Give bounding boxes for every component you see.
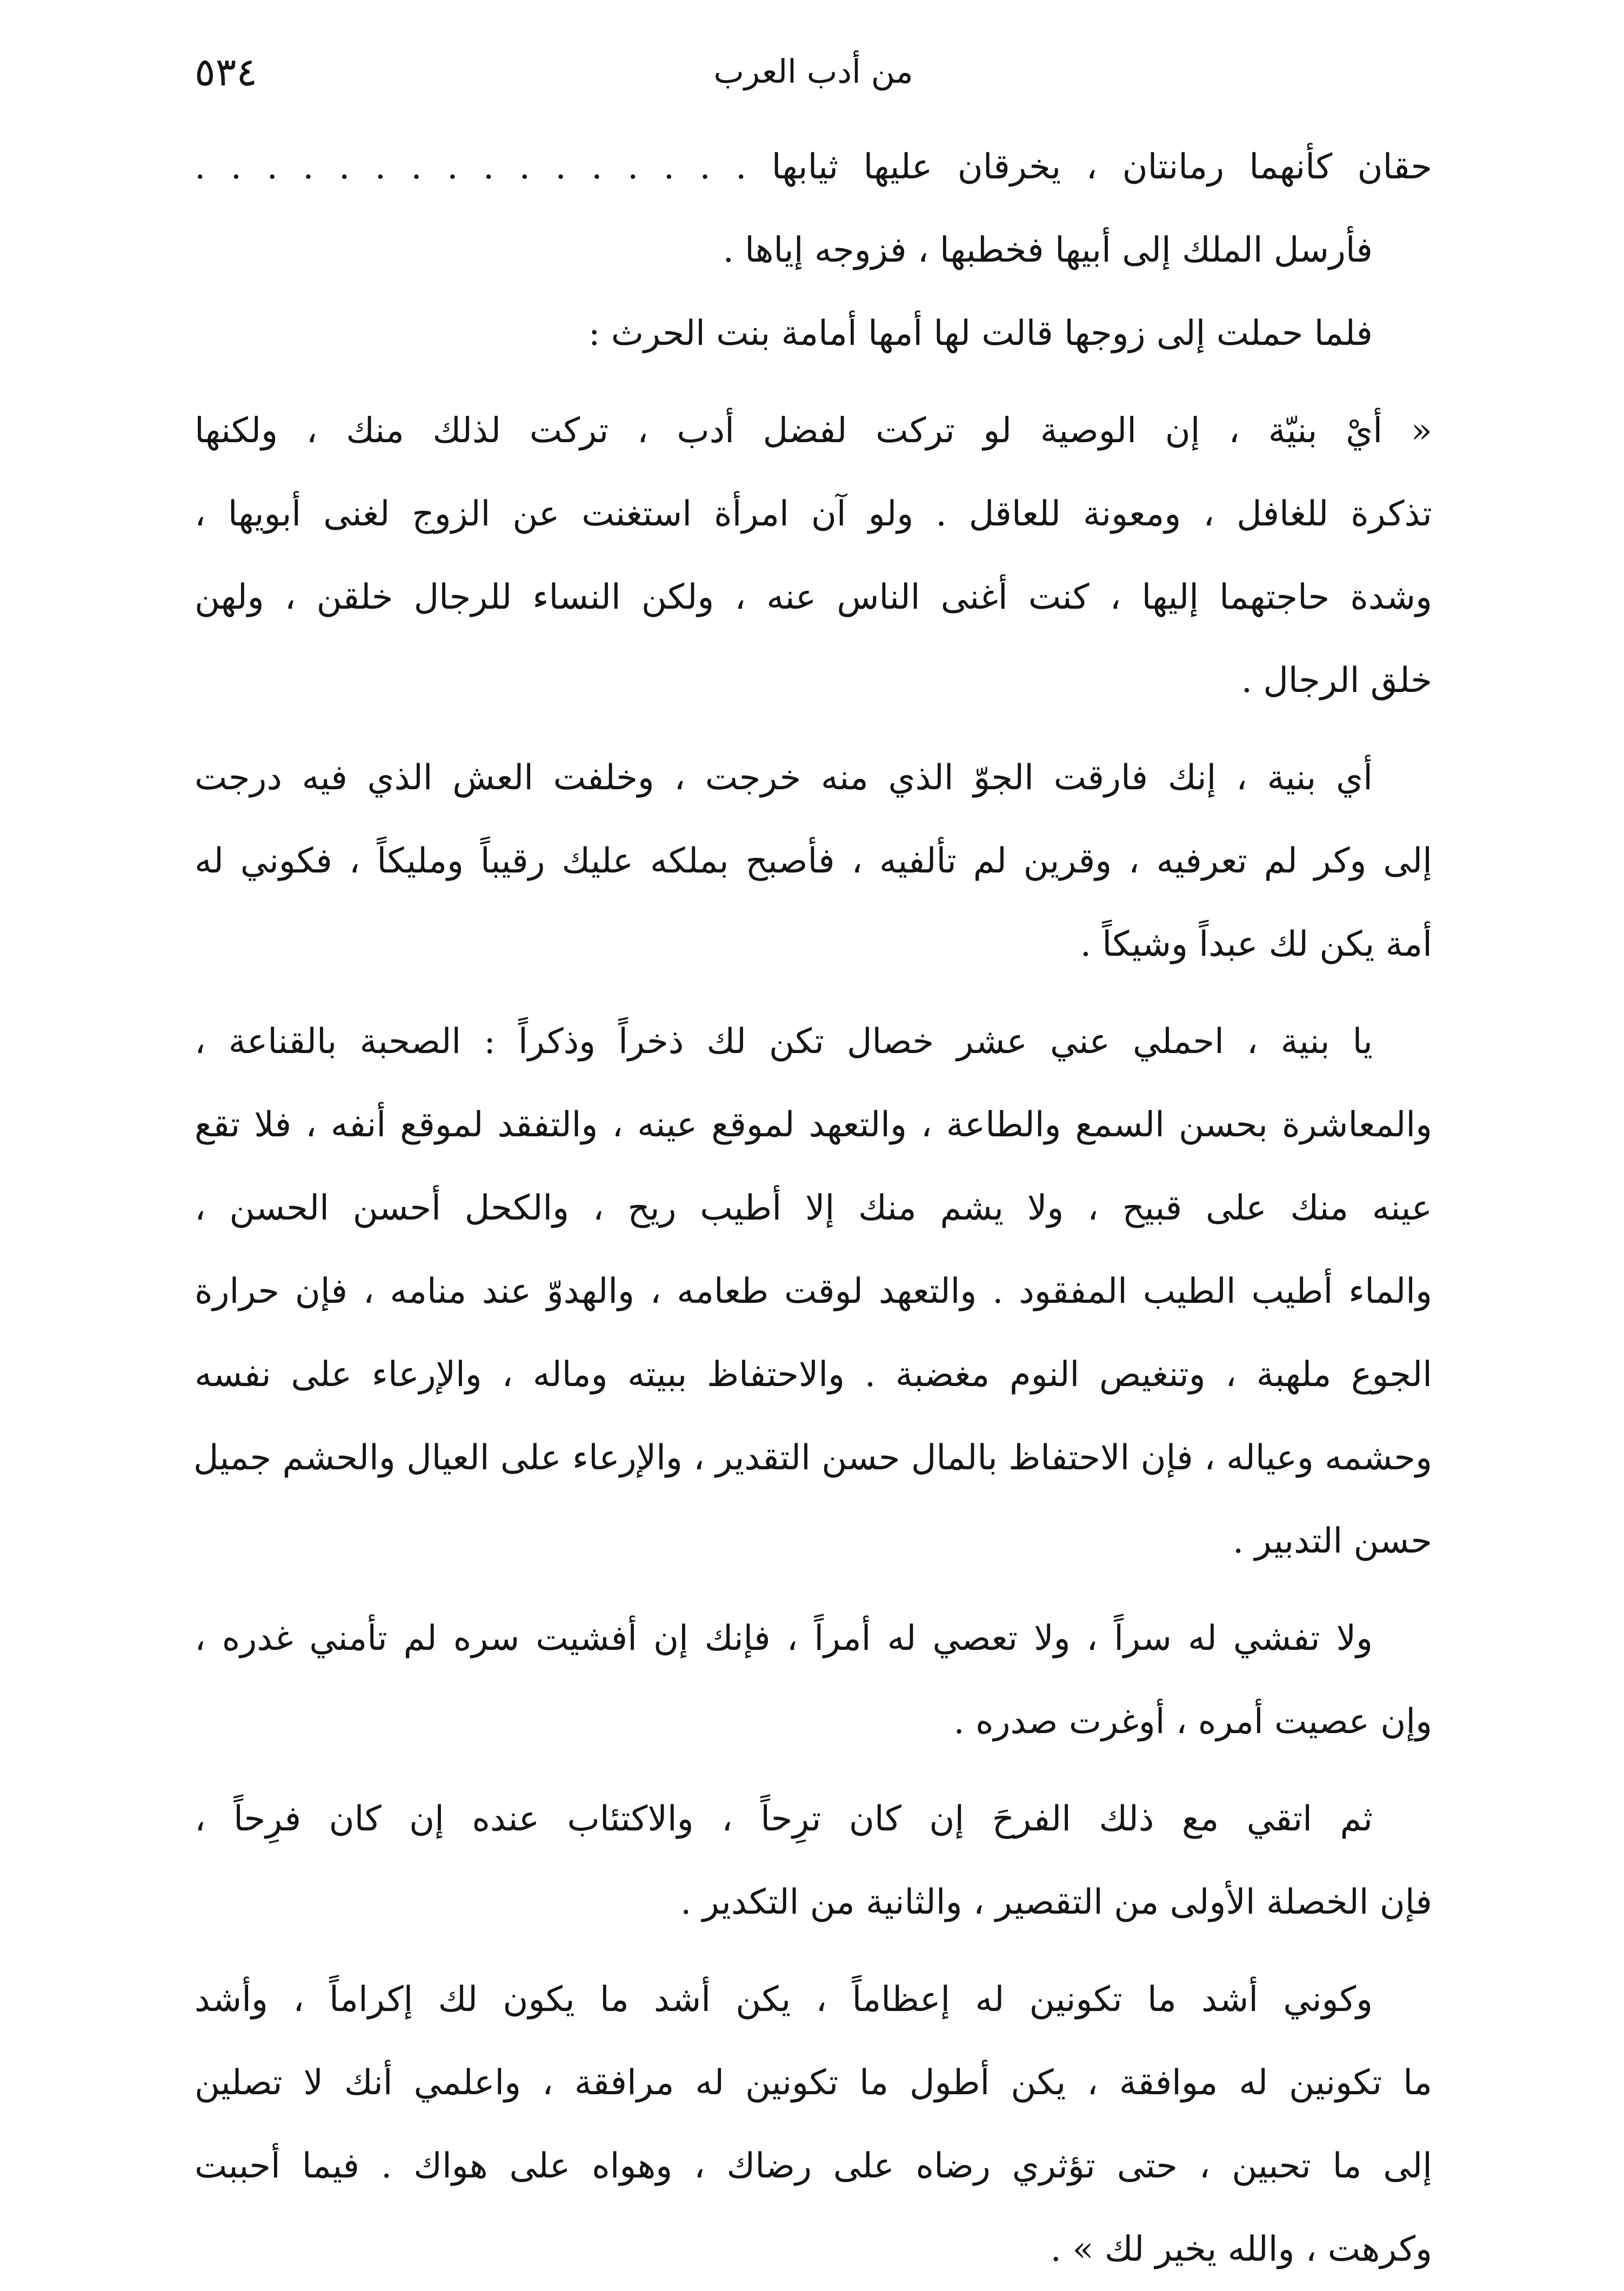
- text-line: خلق الرجال .: [1241, 661, 1432, 701]
- text-line: حقان كأنهما رمانتان ، يخرقان عليها ثيابها . . . . . . . . . . . . . . . .: [195, 147, 1432, 187]
- text-line: ولا تفشي له سراً ، ولا تعصي له أمراً ، فإنك إن أفشيت سره لم تأمني غدره ،: [195, 1619, 1373, 1659]
- text-line: ثم اتقي مع ذلك الفرحَ إن كان ترِحاً ، والاكتئاب عنده إن كان فرِحاً ،: [195, 1799, 1373, 1839]
- text-line: وإن عصيت أمره ، أوغرت صدره .: [953, 1702, 1432, 1742]
- text-line: وكرهت ، والله يخير لك » .: [1050, 2229, 1432, 2269]
- text-line: فأرسل الملك إلى أبيها فخطبها ، فزوجه إياها .: [723, 230, 1373, 270]
- text-line: أي بنية ، إنك فارقت الجوّ الذي منه خرجت ، وخلفت العش الذي فيه درجت: [195, 758, 1373, 798]
- text-line: يا بنية ، احملي عني عشر خصال تكن لك ذخراً وذكراً : الصحبة بالقناعة ،: [195, 1022, 1373, 1062]
- text-line: إلى وكر لم تعرفيه ، وقرين لم تألفيه ، فأصبح بملكه عليك رقيباً ومليكاً ، فكوني له: [195, 841, 1432, 881]
- text-line: وحشمه وعياله ، فإن الاحتفاظ بالمال حسن التقدير ، والإرعاء على العيال والحشم جميل: [193, 1438, 1432, 1478]
- page-body: [195, 125, 1432, 2291]
- text-line: والماء أطيب الطيب المفقود . والتعهد لوقت طعامه ، والهدوّ عند منامه ، فإن حرارة: [195, 1271, 1432, 1311]
- page-number: ٥٣٤: [195, 49, 258, 95]
- text-line: تذكرة للغافل ، ومعونة للعاقل . ولو آن امرأة استغنت عن الزوج لغنى أبويها ،: [195, 494, 1432, 534]
- text-line: حسن التدبير .: [1232, 1521, 1432, 1561]
- text-line: أمة يكن لك عبداً وشيكاً .: [1080, 924, 1432, 964]
- text-line: فلما حملت إلى زوجها قالت لها أمها أمامة بنت الحرث :: [588, 314, 1373, 354]
- text-line: والمعاشرة بحسن السمع والطاعة ، والتعهد لموقع عينه ، والتفقد لموقع أنفه ، فلا تقع: [195, 1105, 1433, 1145]
- text-line: الجوع ملهبة ، وتنغيص النوم مغضبة . والاحتفاظ ببيته وماله ، والإرعاء على نفسه: [195, 1355, 1432, 1395]
- text-line: عينه منك على قبيح ، ولا يشم منك إلا أطيب ريح ، والكحل أحسن الحسن ،: [195, 1188, 1433, 1228]
- text-line: إلى ما تحبين ، حتى تؤثري رضاه على رضاك ، وهواه على هواك . فيما أحببت: [195, 2146, 1432, 2186]
- text-line: وشدة حاجتهما إليها ، كنت أغنى الناس عنه ، ولكن النساء للرجال خلقن ، ولهن: [195, 577, 1433, 617]
- text-line: فإن الخصلة الأولى من التقصير ، والثانية من التكدير .: [680, 1882, 1432, 1922]
- text-line: « أيْ بنيّة ، إن الوصية لو تركت لفضل أدب ، تركت لذلك منك ، ولكنها: [195, 411, 1432, 451]
- page-header: [195, 42, 1432, 102]
- running-title: من أدب العرب: [713, 53, 913, 91]
- text-line: ما تكونين له موافقة ، يكن أطول ما تكونين له مرافقة ، واعلمي أنك لا تصلين: [195, 2063, 1432, 2103]
- text-line: وكوني أشد ما تكونين له إعظاماً ، يكن أشد ما يكون لك إكراماً ، وأشد: [195, 1980, 1373, 2020]
